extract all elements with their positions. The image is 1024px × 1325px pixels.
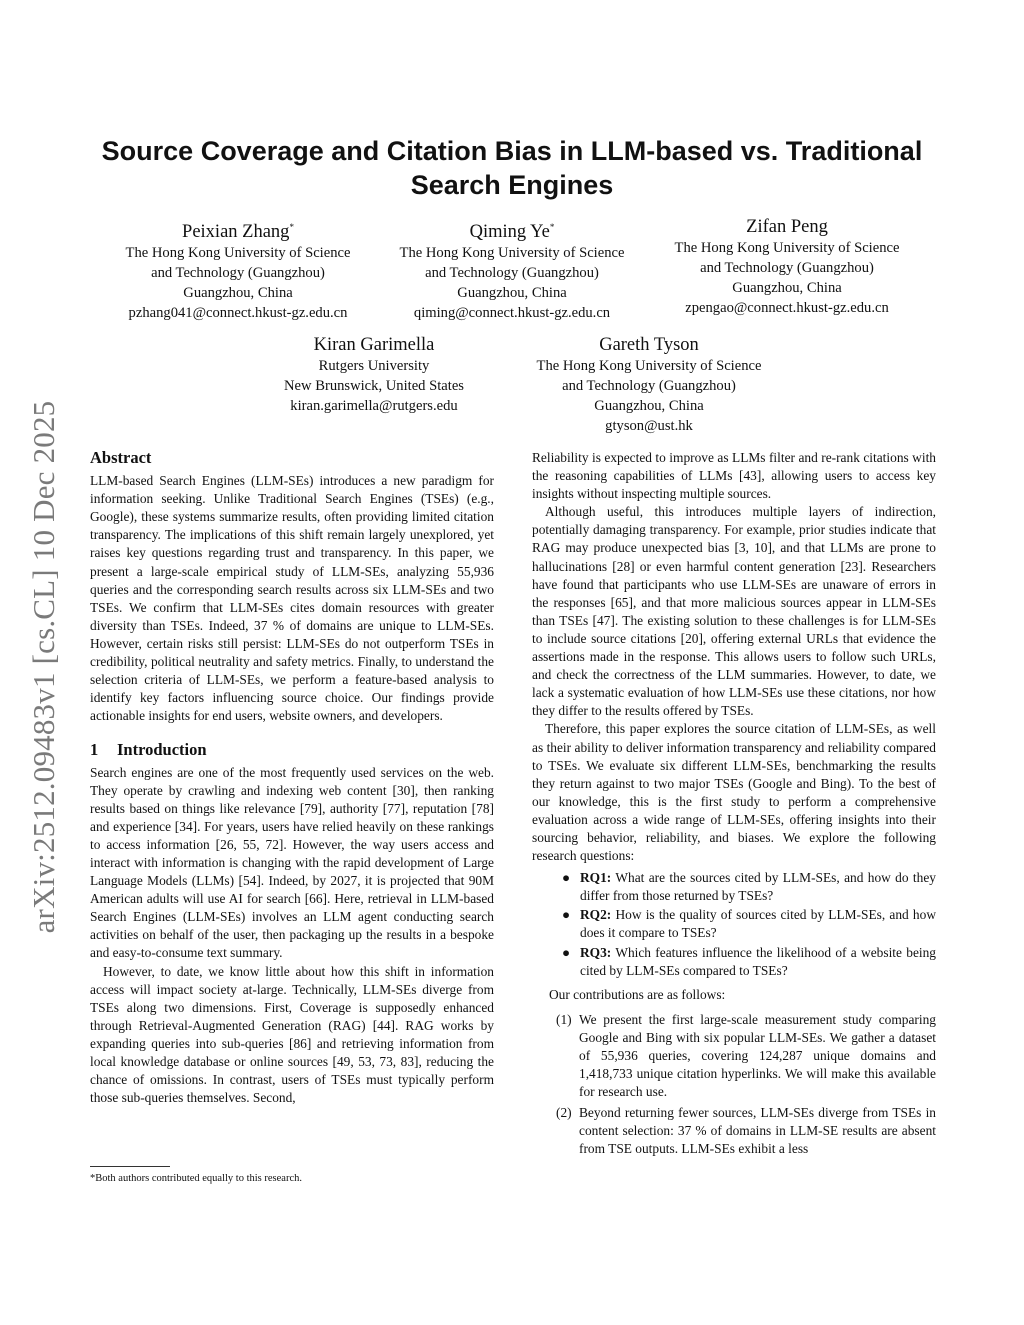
author-email[interactable]: qiming@connect.hkust-gz.edu.cn	[413, 305, 611, 322]
author-block	[100, 216, 376, 323]
paragraph: Reliability is expected to improve as LLMs filter and re-rank citations with the reasoning capabilities of LLMs [43], allowing users to access key insights without inspecting multiple sources.	[532, 450, 936, 502]
author-name: Gareth Tyson	[599, 335, 699, 355]
author-affiliation: Rutgers University	[318, 358, 430, 374]
contribution-text: Beyond returning fewer sources, LLM-SEs diverge from TSEs in content selection: 37 % of domains in LLM-SE results are absent from TSE outputs. LLM-SEs exhibit a less	[579, 1105, 936, 1157]
rq-text: Which features influence the likelihood of a website being cited by LLM-SEs compared to TSEs?	[580, 944, 937, 978]
contribution-text: We present the first large-scale measurement study comparing Google and Bing with six popular LLM-SEs. We gather a dataset of 55,936 queries, covering 124,287 unique domains and 1,418,733 unique citation hyperlinks. We will make this available for research use.	[579, 1011, 936, 1100]
footnote-divider	[90, 1166, 170, 1167]
author-block	[649, 216, 925, 318]
footnote: *Both authors contributed equally to this research.	[90, 1173, 302, 1184]
list-number: (2)	[556, 1105, 572, 1121]
list-item	[532, 1104, 936, 1158]
bullet-icon: ●	[562, 870, 571, 886]
author-email[interactable]: zpengao@connect.hkust-gz.edu.cn	[685, 300, 889, 316]
rq-text: How is the quality of sources cited by LLM-SEs, and how does it compare to TSEs?	[580, 907, 936, 941]
author-location: New Brunswick, United States	[284, 378, 464, 394]
abstract-text: LLM-based Search Engines (LLM-SEs) introduces a new paradigm for information seeking. Unlike Traditional Search Engines (TSEs) (e.g., Google), these systems summarize results, often providing limited citation transparency. The implications of this shift remain largely unexplored, yet raises key questions regarding trust and transparency. In this paper, we present a large-scale empirical study of LLM-SEs, analyzing 55,936 queries and the corresponding search results across six LLM-SEs and two TSEs. We confirm that LLM-SEs cites domain resources with greater diversity than TSEs. Indeed, 37 % of domains are unique to LLM-SEs. However, certain risks still persist: LLM-SEs do not outperform TSEs in credibility, political neutrality and safety metrics. Finally, to understand the selection criteria of LLM-SEs, we perform a feature-based analysis to identify key factors influencing source choice. Our findings provide actionable insights for end users, website owners, and developers.	[90, 473, 494, 724]
rq-label: RQ2:	[580, 907, 612, 923]
section-heading-introduction	[90, 741, 494, 759]
section-title: Introduction	[117, 740, 207, 760]
author-name: Zifan Peng	[746, 217, 828, 237]
list-item	[532, 906, 936, 942]
author-email[interactable]: gtyson@ust.hk	[605, 418, 693, 434]
paragraph: Search engines are one of the most frequently used services on the web. They operate by crawling and indexing web content [30], then ranking results based on things like relevance [79], authority [77], reputation [78] and experience [34]. For years, users have relied heavily on these rankings to access information [26, 55, 72]. However, the way users access and interact with information is changing with the rapid development of Large Language Models (LLMs) [54]. Indeed, by 2027, it is projected that 90M American adults will use AI for search [66]. Here, retrieval in LLM-based Search Engines (LLM-SEs) involves an LLM agent conducting search activities on behalf of the user, then packaging up the results in a bespoke and easy-to-consume text summary.	[90, 764, 494, 961]
author-email[interactable]: pzhang041@connect.hkust-gz.edu.cn	[128, 305, 348, 322]
author-affiliation: The Hong Kong University of Science	[536, 358, 762, 374]
research-questions-list	[532, 869, 936, 980]
right-column	[532, 449, 936, 1162]
rq-text: What are the sources cited by LLM-SEs, and how do they differ from those returned by TSEs?	[580, 870, 936, 904]
equal-contribution-mark: *	[549, 222, 555, 232]
bullet-icon: ●	[562, 907, 571, 923]
rq-label: RQ3:	[580, 944, 612, 960]
paragraph: However, to date, we know little about how this shift in information access will impact society at-large. Technically, LLM-SEs diverge from TSEs along two dimensions. First, Coverage is supposedly enhanced through Retrieval-Augmented Generation (RAG) [44]. RAG works by expanding queries into sub-queries [86] and retrieving information from local knowledge database or online sources [49, 53, 73, 83], reducing the chance of omissions. In contrast, users of TSEs must typically perform those sub-queries themselves. Second,	[90, 963, 494, 1106]
author-name: Kiran Garimella	[313, 335, 435, 355]
author-name: Qiming Ye	[469, 222, 550, 243]
section-number: 1	[90, 740, 99, 760]
author-affiliation: and Technology (Guangzhou)	[425, 265, 599, 282]
author-location: Guangzhou, China	[457, 285, 567, 302]
author-affiliation: The Hong Kong University of Science	[674, 240, 900, 256]
author-location: Guangzhou, China	[183, 285, 293, 302]
author-affiliation: The Hong Kong University of Science	[399, 245, 625, 262]
rq-label: RQ1:	[580, 870, 612, 886]
paragraph: Although useful, this introduces multiple layers of indirection, potentially damaging transparency. For example, prior studies indicate that RAG may produce unexpected bias [3, 10], and that LLMs are prone to hallucinations [28] or even harmful content generation [23]. Researchers have found that participants who use LLM-SEs are unaware of errors in the responses [65], and that more malicious sources appear in LLM-SEs than TSEs [47]. The existing solution to these challenges is for LLM-SEs to include source citations [20], offering external URLs that evidence the assertions made in the response. This allows users to follow such URLs, and check the correctness of the LLM summaries. However, to date, we lack a systematic evaluation of how LLM-SEs use these citations, nor how they differ to the results offered by TSEs.	[532, 504, 936, 719]
arxiv-identifier: arXiv:2512.09483v1 [cs.CL] 10 Dec 2025	[26, 400, 61, 934]
author-location: Guangzhou, China	[594, 398, 704, 414]
abstract-heading: Abstract	[90, 448, 152, 467]
author-block	[246, 334, 502, 416]
author-affiliation: The Hong Kong University of Science	[125, 245, 351, 262]
paragraph: Therefore, this paper explores the source citation of LLM-SEs, as well as their ability to deliver information transparency and reliability compared to TSEs. We evaluate six different LLM-SEs, benchmarking the results they return against to two major TSEs (Google and Bing). To the best of our knowledge, this is the first study to perform a comprehensive evaluation across a wide range of LLM-SEs, offering insights into their sourcing behavior, reliability, and biases. We explore the following research questions:	[532, 721, 936, 864]
contributions-intro: Our contributions are as follows:	[549, 986, 726, 1002]
arxiv-sidebar-stamp	[20, 372, 68, 962]
paper-title: Source Coverage and Citation Bias in LLM-based vs. Traditional Search Engines	[101, 136, 923, 200]
author-email[interactable]: kiran.garimella@rutgers.edu	[290, 398, 458, 414]
author-affiliation: and Technology (Guangzhou)	[700, 260, 874, 276]
author-block	[374, 216, 650, 323]
list-item	[532, 944, 936, 980]
author-affiliation: and Technology (Guangzhou)	[151, 265, 325, 282]
list-item	[532, 869, 936, 905]
bullet-icon: ●	[562, 944, 571, 960]
list-number: (1)	[556, 1011, 572, 1027]
author-affiliation: and Technology (Guangzhou)	[562, 378, 736, 394]
list-item	[532, 1011, 936, 1101]
equal-contribution-mark: *	[289, 222, 294, 232]
author-block	[511, 334, 787, 436]
contributions-list	[532, 1011, 936, 1159]
author-location: Guangzhou, China	[732, 280, 842, 296]
left-column	[90, 449, 494, 1107]
author-name: Peixian Zhang	[182, 222, 290, 243]
